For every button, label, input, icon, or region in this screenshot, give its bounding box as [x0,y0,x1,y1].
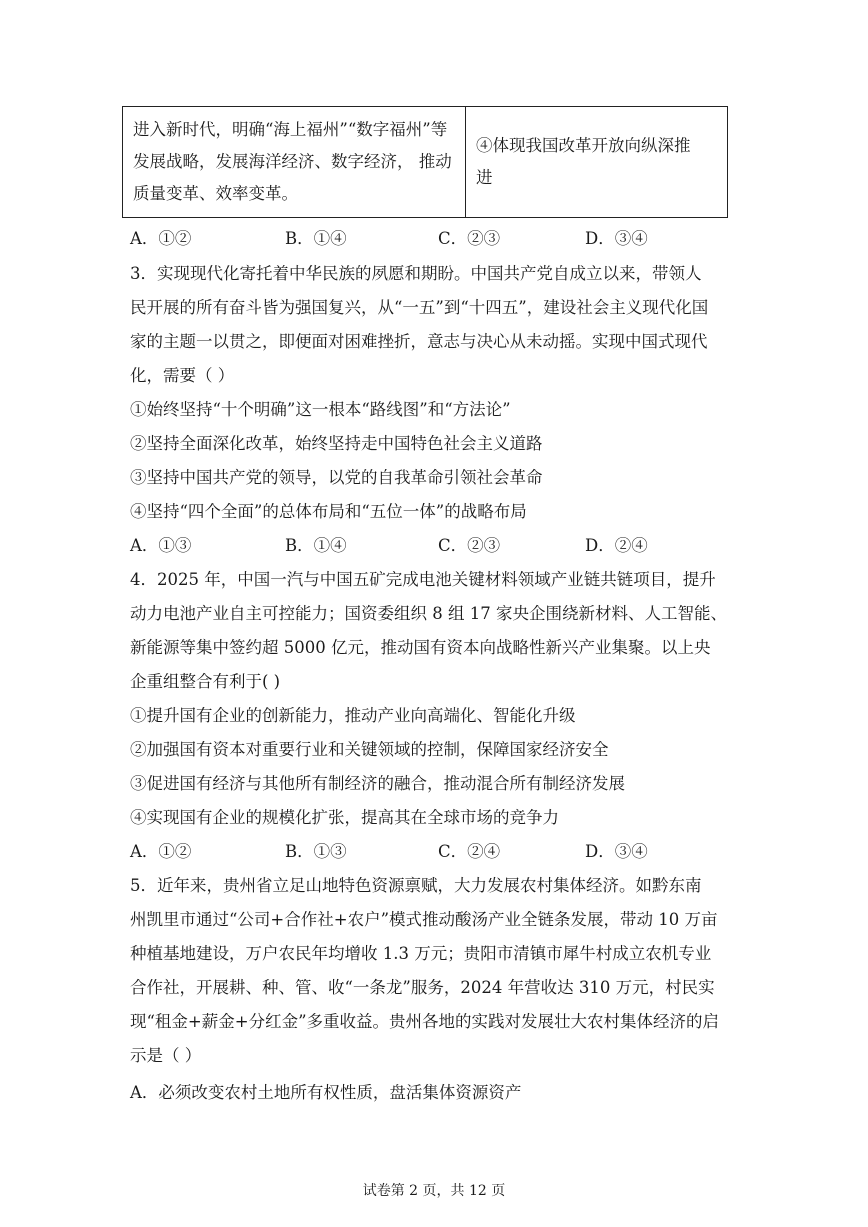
statement-item: ①提升国有企业的创新能力，推动产业向高端化、智能化升级 [130,706,576,725]
statement-item: ②加强国有资本对重要行业和关键领域的控制，保障国家经济安全 [130,740,609,759]
table-text-line: ④体现我国改革开放向纵深推 [476,136,691,155]
option-d: D．③④ [585,229,648,248]
question-stem-line: 民开展的所有奋斗皆为强国复兴，从“一五”到“十四五”，建设社会主义现代化国 [130,298,709,317]
question-stem-line: 3．实现现代化寄托着中华民族的夙愿和期盼。中国共产党自成立以来，带领人 [130,264,702,283]
option-d: D．③④ [585,842,648,861]
option-b: B．①④ [285,536,347,555]
matching-table [122,106,728,218]
table-text-line: 质量变革、效率变革。 [133,184,298,203]
statement-item: ①始终坚持“十个明确”这一根本“路线图”和“方法论” [130,400,511,419]
option-b: B．①④ [285,229,347,248]
table-text-line: 进 [476,168,493,187]
option-c: C．②③ [438,229,501,248]
question-stem-line: 4．2025 年，中国一汽与中国五矿完成电池关键材料领域产业链共链项目，提升 [130,570,716,589]
statement-item: ③坚持中国共产党的领导，以党的自我革命引领社会革命 [130,468,543,487]
question-stem-line: 现“租金+薪金+分红金”多重收益。贵州各地的实践对发展壮大农村集体经济的启 [130,1012,720,1031]
statement-item: ②坚持全面深化改革，始终坚持走中国特色社会主义道路 [130,434,543,453]
table-cell-right [466,107,728,218]
statement-item: ③促进国有经济与其他所有制经济的融合，推动混合所有制经济发展 [130,774,625,793]
page-footer: 试卷第 2 页，共 12 页 [362,1183,506,1199]
option-c: C．②④ [438,842,501,861]
question-stem-line: 化，需要（ ） [130,366,235,385]
table-cell-left [123,107,466,218]
table-text-line: 发展战略，发展海洋经济、数字经济， 推动 [133,152,452,171]
question-stem-line: 示是（ ） [130,1046,202,1065]
table-text-line: 进入新时代，明确“海上福州”“数字福州”等 [133,120,448,139]
question-stem-line: 动力电池产业自主可控能力；国资委组织 8 组 17 家央企围绕新材料、人工智能、 [130,604,727,623]
statement-item: ④实现国有企业的规模化扩张，提高其在全球市场的竞争力 [130,808,559,827]
option-a: A．①③ [130,536,192,555]
option-d: D．②④ [585,536,648,555]
question-stem-line: 企重组整合有利于( ) [130,672,281,691]
question-stem-line: 合作社，开展耕、种、管、收“一条龙”服务，2024 年营收达 310 万元，村民实 [130,978,715,997]
question-stem-line: 家的主题一以贯之，即便面对困难挫折，意志与决心从未动摇。实现中国式现代 [130,332,708,351]
option-c: C．②③ [438,536,501,555]
option-a: A．①② [130,842,192,861]
question-stem-line: 种植基地建设，万户农民年均增收 1.3 万元；贵阳市清镇市犀牛村成立农机专业 [130,944,712,963]
question-stem-line: 新能源等集中签约超 5000 亿元，推动国有资本向战略性新兴产业集聚。以上央 [130,638,711,657]
statement-item: ④坚持“四个全面”的总体布局和“五位一体”的战略布局 [130,502,527,521]
question-stem-line: 州凯里市通过“公司+合作社+农户”模式推动酸汤产业全链条发展，带动 10 万亩 [130,910,718,929]
option-a: A．必须改变农村土地所有权性质，盘活集体资源资产 [130,1083,522,1102]
option-b: B．①③ [285,842,347,861]
question-stem-line: 5．近年来，贵州省立足山地特色资源禀赋，大力发展农村集体经济。如黔东南 [130,876,702,895]
table-row [123,107,728,218]
option-a: A．①② [130,229,192,248]
